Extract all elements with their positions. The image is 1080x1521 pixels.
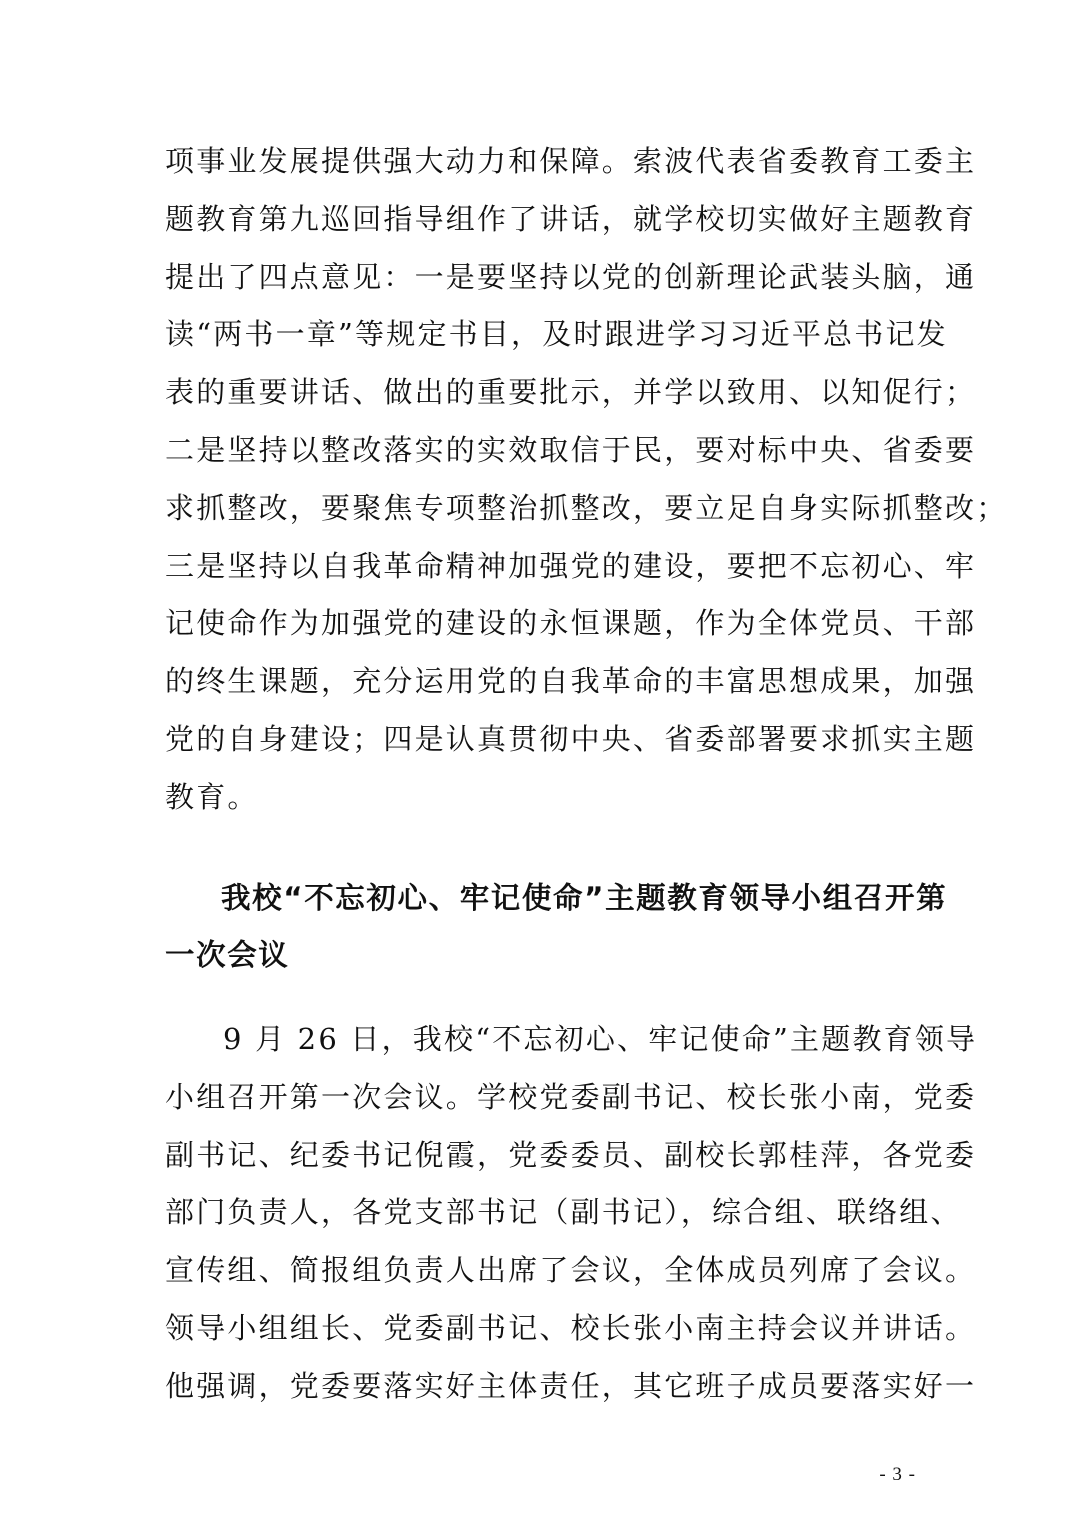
body-paragraph-1 (165, 133, 1008, 827)
paragraph-line: 9 月 26 日，我校“不忘初心、牢记使命”主题教育领导 (223, 1022, 978, 1056)
paragraph-line: 二是坚持以整改落实的实效取信于民，要对标中央、省委要 (165, 432, 977, 467)
paragraph-line: 副书记、纪委书记倪霞，党委委员、副校长郭桂萍，各党委 (165, 1137, 977, 1172)
paragraph-line: 题教育第九巡回指导组作了讲话，就学校切实做好主题教育 (165, 201, 977, 236)
paragraph-line: 项事业发展提供强大动力和保障。索波代表省委教育工委主 (165, 144, 977, 178)
paragraph-line: 党的自身建设；四是认真贯彻中央、省委部署要求抓实主题 (165, 721, 977, 756)
paragraph-line: 记使命作为加强党的建设的永恒课题，作为全体党员、干部 (165, 606, 977, 641)
heading-line: 一次会议 (165, 938, 290, 972)
paragraph-line: 三是坚持以自我革命精神加强党的建设，要把不忘初心、牢 (165, 548, 977, 583)
paragraph-line: 提出了四点意见：一是要坚持以党的创新理论武装头脑，通 (165, 259, 977, 294)
section-heading (165, 870, 948, 984)
paragraph-line: 表的重要讲话、做出的重要批示，并学以致用、以知促行； (165, 375, 977, 410)
paragraph-line: 的终生课题，充分运用党的自我革命的丰富思想成果，加强 (165, 664, 977, 699)
paragraph-line: 他强调，党委要落实好主体责任，其它班子成员要落实好一 (165, 1368, 977, 1403)
paragraph-line: 宣传组、简报组负责人出席了会议，全体成员列席了会议。 (165, 1253, 977, 1288)
paragraph-line: 读“两书一章”等规定书目，及时跟进学习习近平总书记发 (165, 317, 948, 352)
paragraph-line: 小组召开第一次会议。学校党委副书记、校长张小南，党委 (165, 1079, 977, 1114)
paragraph-line: 教育。 (165, 779, 259, 814)
heading-line: 我校“不忘初心、牢记使命”主题教育领导小组召开第 (221, 881, 948, 915)
paragraph-line: 部门负责人，各党支部书记（副书记），综合组、联络组、 (165, 1195, 962, 1230)
paragraph-line: 领导小组组长、党委副书记、校长张小南主持会议并讲话。 (165, 1310, 977, 1345)
paragraph-line: 求抓整改，要聚焦专项整治抓整改，要立足自身实际抓整改； (165, 490, 1008, 525)
body-paragraph-2 (165, 1011, 978, 1416)
page-number: - 3 - (879, 1464, 916, 1485)
